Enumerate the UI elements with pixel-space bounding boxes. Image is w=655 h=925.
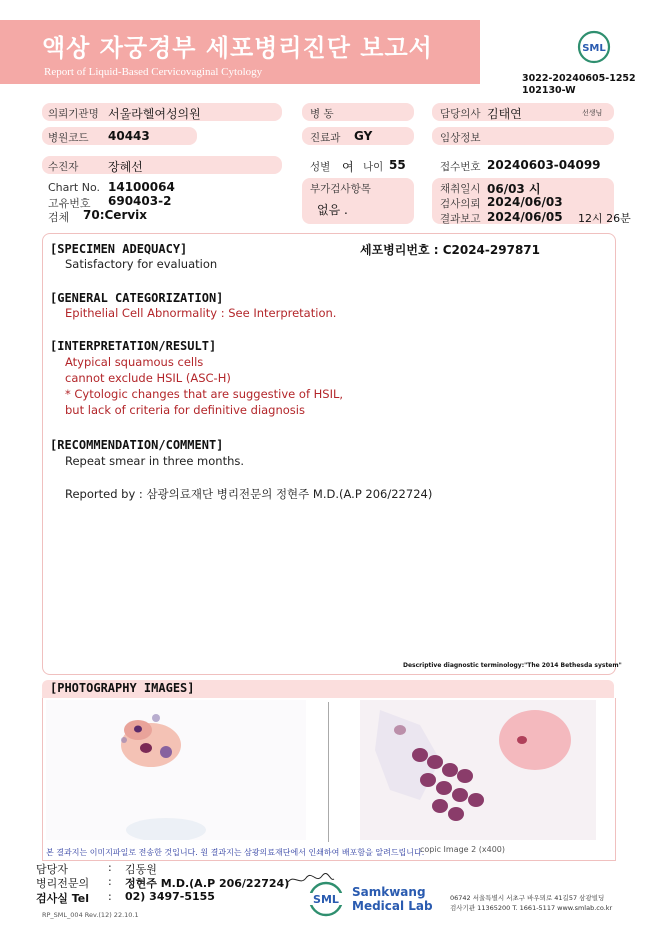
chart-label: Chart No.: [48, 181, 100, 194]
clinical-label: 임상정보: [440, 132, 481, 144]
form-revision: RP_SML_004 Rev.(12) 22.10.1: [42, 911, 139, 919]
image-divider: [328, 702, 329, 842]
unique-value: 690403-2: [108, 194, 172, 208]
patient-label: 수진자: [48, 161, 79, 173]
terminology-note: Descriptive diagnostic terminology:"The 2014 Bethesda system": [403, 662, 622, 669]
request-label: 검사의뢰: [440, 198, 481, 210]
age-value: 55: [389, 158, 406, 172]
institution-label: 의뢰기관명: [48, 108, 99, 120]
adequacy-heading: [SPECIMEN ADEQUACY]: [50, 242, 188, 256]
receipt-value: 20240603-04099: [487, 158, 601, 172]
lab-tel-label: 검사실 Tel: [36, 892, 89, 905]
report-date-label: 결과보고: [440, 213, 481, 225]
recommendation-heading: [RECOMMENDATION/COMMENT]: [50, 438, 224, 452]
report-subtitle: Report of Liquid-Based Cervicovaginal Cytology: [44, 66, 263, 78]
interpretation-heading: [INTERPRETATION/RESULT]: [50, 339, 217, 353]
request-value: 2024/06/03: [487, 195, 563, 209]
doctor-value: 김태연: [487, 107, 522, 121]
doctor-suffix: 선생님: [582, 109, 603, 117]
ward-label: 병 동: [310, 108, 334, 120]
svg-text:SML: SML: [313, 893, 339, 906]
sml-logo-icon: [577, 30, 611, 64]
microscopic-image-2: [360, 700, 596, 840]
report-date-value: 2024/06/05: [487, 210, 563, 224]
recommendation-text: Repeat smear in three months.: [65, 454, 245, 468]
adequacy-text: Satisfactory for evaluation: [65, 257, 218, 271]
pathologist-value: 정현주 M.D.(A.P 206/22724): [125, 877, 290, 890]
hospital-code-value: 40443: [108, 129, 150, 143]
age-label: 나이: [363, 161, 384, 173]
additional-value: 없음 .: [317, 203, 348, 217]
samkwang-logo-icon: [304, 881, 348, 917]
sex-label: 성별: [310, 161, 331, 173]
image-2-caption: copic Image 2 (x400): [420, 845, 506, 854]
specimen-value: 70:Cervix: [83, 208, 148, 222]
transmission-notice: 본 결과지는 이미지파일로 전송한 것입니다. 원 결과지는 삼광의료재단에서 인쇄하여 배포함을 알려드립니다.: [46, 848, 425, 857]
staff-label: 담당자: [36, 863, 68, 876]
microscopic-image-1: [46, 700, 306, 840]
pathologist-colon: :: [108, 875, 112, 888]
pathologist-label: 병리전문의: [36, 877, 90, 890]
interpretation-line-2: cannot exclude HSIL (ASC-H): [65, 371, 231, 385]
collection-value: 06/03 시: [487, 182, 541, 196]
interpretation-line-1: Atypical squamous cells: [65, 355, 204, 369]
additional-label: 부가검사항목: [310, 183, 371, 195]
staff-value: 김동원: [125, 863, 157, 876]
report-title: 액상 자궁경부 세포병리진단 보고서: [42, 34, 433, 62]
cytology-number: 세포병리번호 : C2024-297871: [360, 243, 540, 257]
institution-value: 서울라헬여성의원: [108, 107, 201, 121]
receipt-label: 접수번호: [440, 161, 481, 173]
department-label: 진료과: [310, 132, 341, 144]
staff-colon: :: [108, 861, 112, 874]
collection-label: 채취일시: [440, 183, 481, 195]
sex-value: 여: [342, 160, 354, 174]
svg-text:SML: SML: [582, 43, 606, 54]
reported-by: Reported by : 삼광의료재단 병리전문의 정현주 M.D.(A.P 206/22724): [65, 487, 433, 501]
general-text: Epithelial Cell Abnormality : See Interpretation.: [65, 306, 337, 320]
doctor-label: 담당의사: [440, 108, 481, 120]
unique-label: 고유번호: [48, 197, 91, 210]
lab-tel-colon: :: [108, 890, 112, 903]
patient-value: 장혜선: [108, 160, 143, 174]
department-value: GY: [354, 129, 373, 143]
interpretation-line-3: * Cytologic changes that are suggestive of HSIL,: [65, 387, 344, 401]
company-address: 06742 서울특별시 서초구 바우뫼로 41길57 삼광빌딩 검사기관 11365200 T. 1661-5117 www.smlab.co.kr: [450, 894, 613, 912]
interpretation-line-4: but lack of criteria for definitive diagnosis: [65, 403, 305, 417]
photo-heading: [PHOTOGRAPHY IMAGES]: [50, 681, 195, 695]
general-heading: [GENERAL CATEGORIZATION]: [50, 291, 224, 305]
hospital-code-label: 병원코드: [48, 132, 89, 144]
company-name: Samkwang Medical Lab: [352, 885, 433, 913]
specimen-label: 검체: [48, 211, 70, 224]
document-number: 3022-20240605-1252 102130-W: [522, 73, 636, 96]
lab-tel-value: 02) 3497-5155: [125, 890, 215, 903]
chart-value: 14100064: [108, 180, 175, 194]
report-time-value: 12시 26분: [578, 212, 631, 225]
